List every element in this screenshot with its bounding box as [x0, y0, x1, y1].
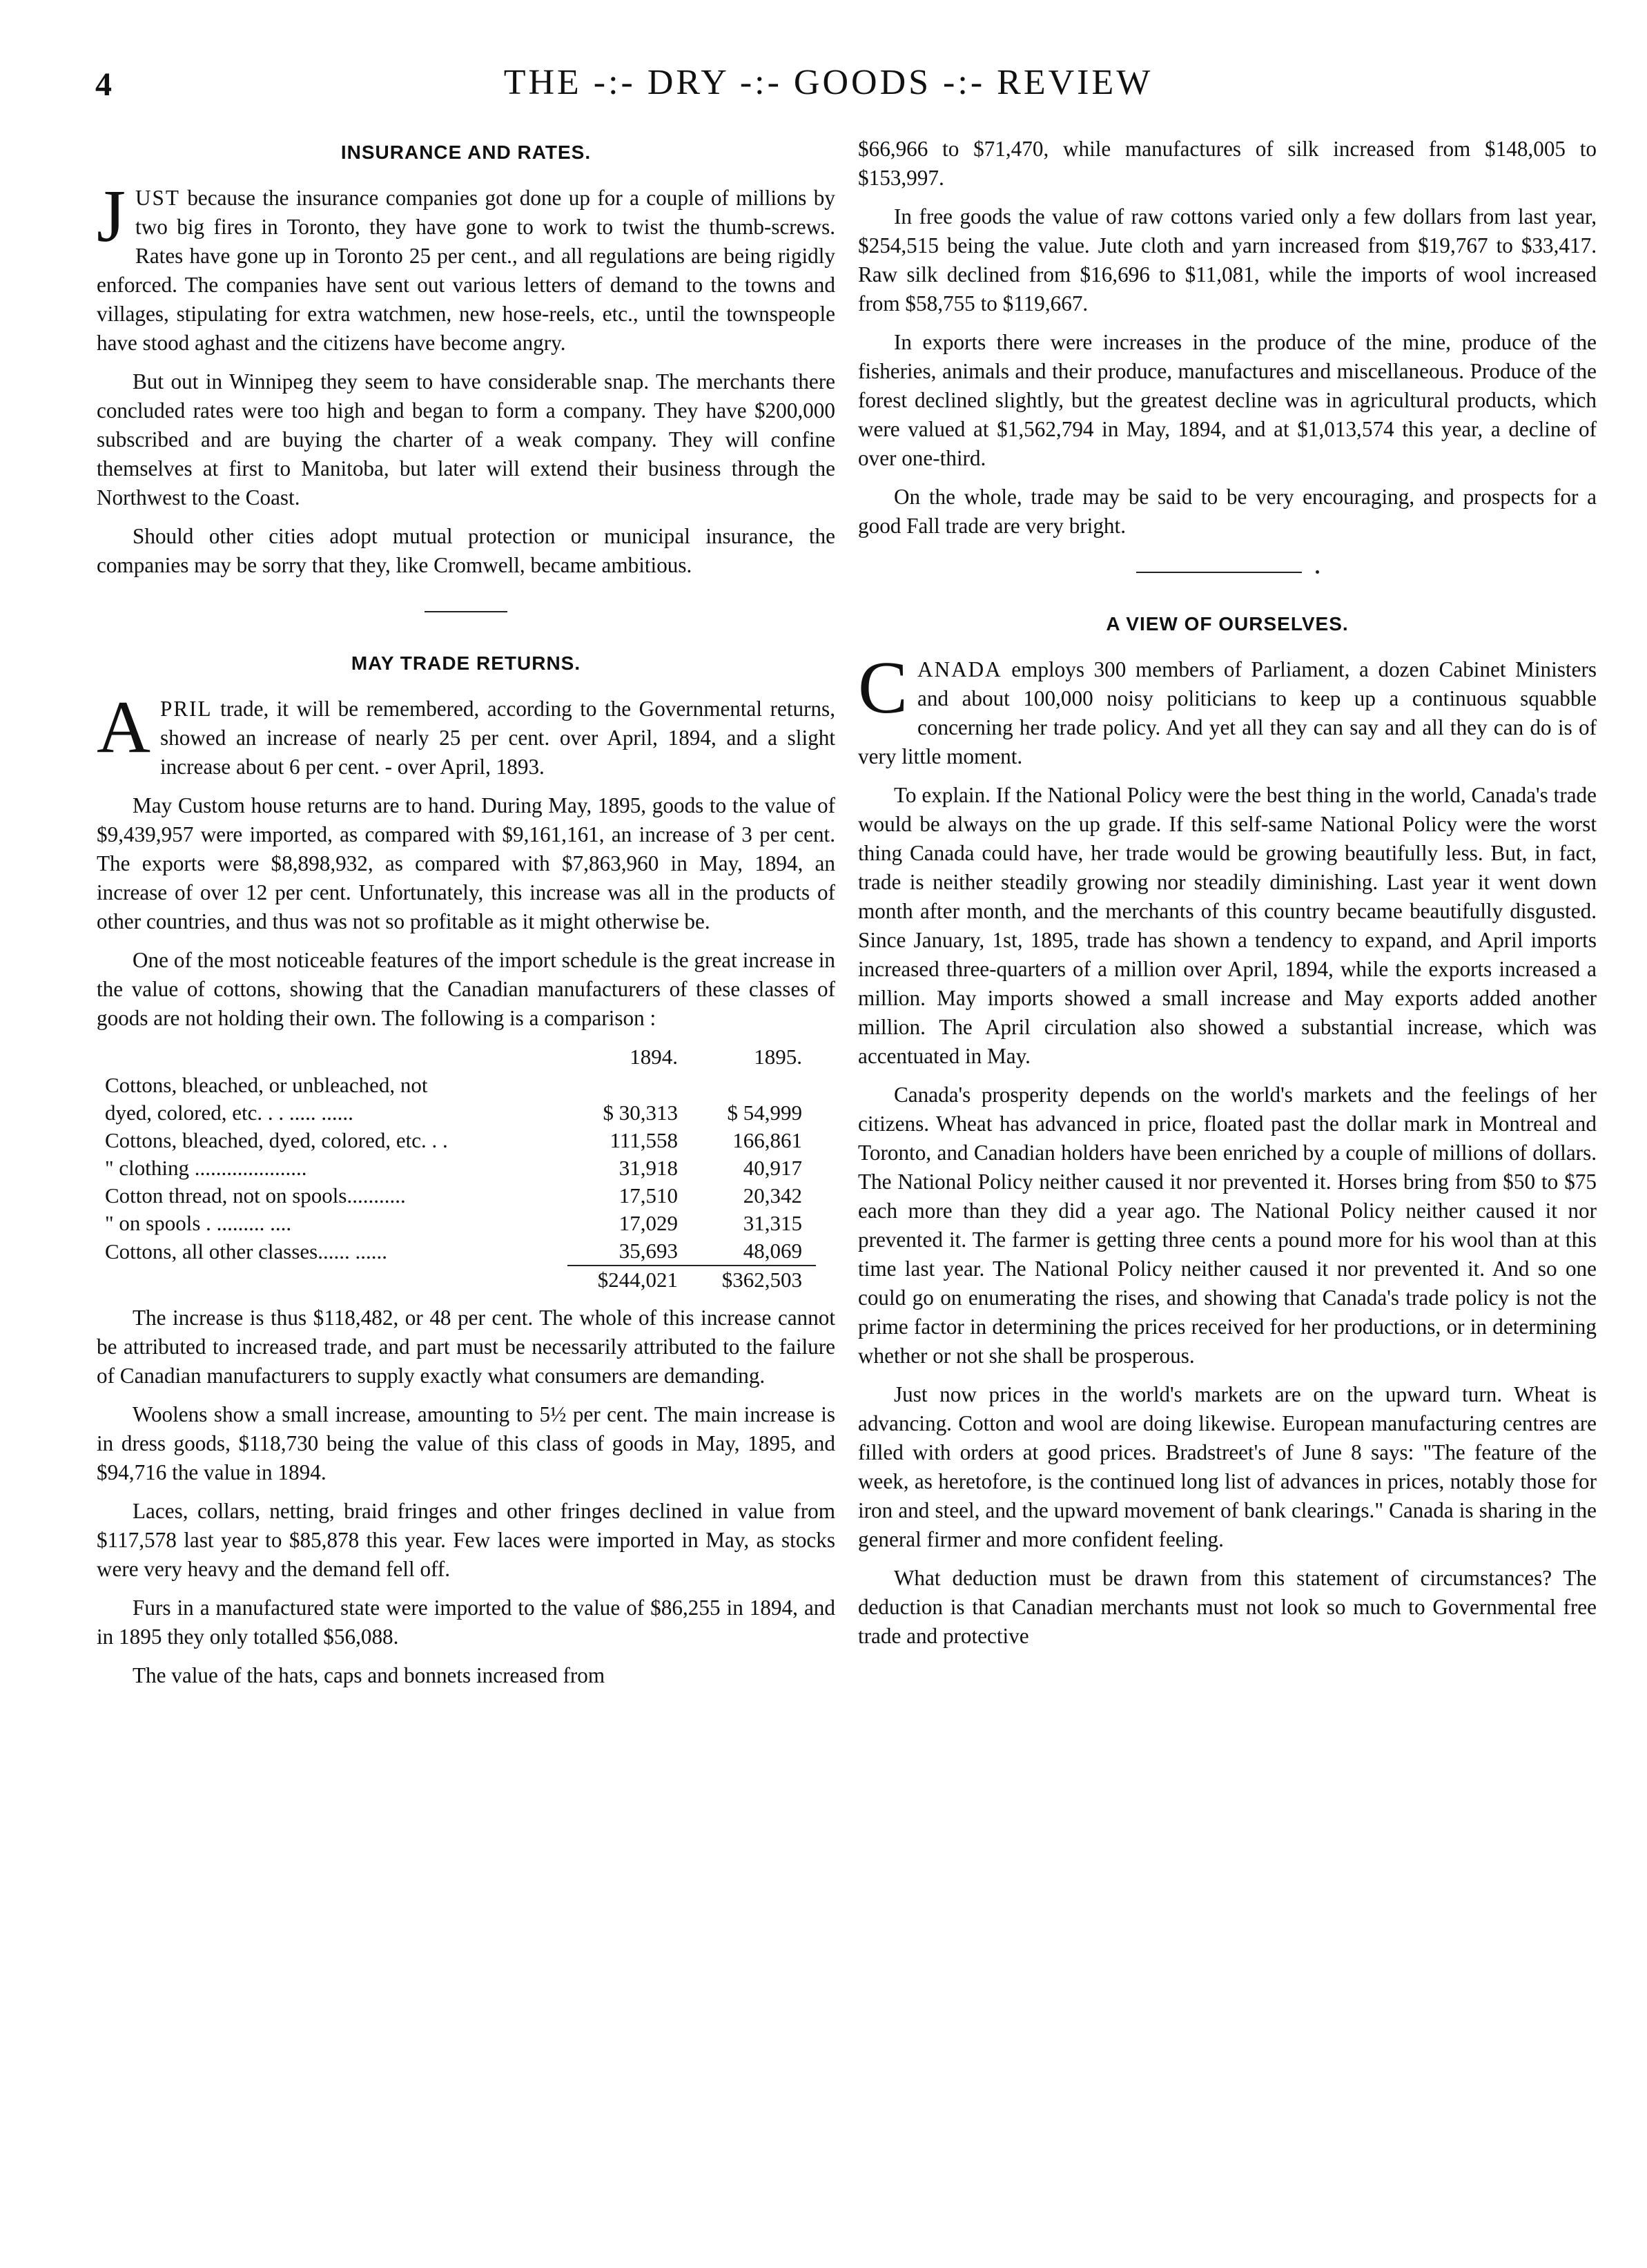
view-paragraph-5: What deduction must be drawn from this statement of circumstances? The deduction is that Canadian merchants must not look so much to Governmental free trade and protective — [858, 1566, 1597, 1648]
drop-cap: J — [97, 175, 126, 258]
insurance-paragraph-1 — [97, 175, 835, 358]
value-1894: 31,918 — [618, 1156, 678, 1180]
value-1894: $ 30,313 — [603, 1101, 678, 1125]
small-caps-lead: ANADA — [917, 657, 1002, 681]
row-label: Cottons, bleached, or unbleached, not — [105, 1073, 428, 1097]
row-label: " on spools . ......... .... — [105, 1211, 292, 1235]
cotton-comparison-table — [105, 1043, 816, 1294]
table-row — [105, 1182, 816, 1210]
value-1894: 17,510 — [618, 1183, 678, 1208]
insurance-heading: INSURANCE AND RATES. — [340, 142, 592, 163]
value-1895: $ 54,999 — [727, 1101, 802, 1125]
continued-paragraph-3: In exports there were increases in the produce of the mine, produce of the fisheries, animals and their produce, manufactures and miscellaneous. Produce of the forest declined slightly, but the greatest decline was in agricultural products, which were valued at $1,562,794 in May, 1894, and at $1,013,574 this year, a decline of over one-third. — [858, 330, 1597, 470]
may-trade-paragraph-7: Furs in a manufactured state were imported to the value of $86,255 in 1894, and in 1895 they only totalled $56,088. — [97, 1596, 835, 1649]
table-row — [105, 1072, 816, 1099]
view-paragraph-4: Just now prices in the world's markets are on the upward turn. Wheat is advancing. Cotton and wool are doing likewise. European manufacturing centres are filled with orders at good prices. Bradstreet's of June 8 says: "The feature of the week, as heretofore, is the continued long list of advances in prices, notably those for iron and steel, and the upward movement of bank clearings." Canada is sharing in the general firmer and more confident feeling. — [858, 1382, 1597, 1551]
table-row — [105, 1127, 816, 1154]
view-paragraph-1 — [858, 647, 1597, 771]
table-row — [105, 1154, 816, 1182]
total-1894: $244,021 — [597, 1268, 678, 1292]
row-label: Cotton thread, not on spools........... — [105, 1183, 406, 1208]
left-column — [97, 138, 835, 1700]
value-1894: 111,558 — [610, 1128, 678, 1152]
value-1895: 166,861 — [732, 1128, 802, 1152]
table-total-row — [105, 1266, 816, 1294]
value-1894 — [567, 1072, 692, 1099]
may-trade-paragraph-5: Woolens show a small increase, amounting to 5½ per cent. The main increase is in dress goods, $118,730 being the value of this class of goods in May, 1895, and $94,716 the value in 1894. — [97, 1402, 835, 1484]
column-header-1895: 1895. — [754, 1045, 802, 1069]
row-label: " clothing ..................... — [105, 1156, 307, 1180]
table-row — [105, 1237, 816, 1266]
view-paragraph-2: To explain. If the National Policy were the best thing in the world, Canada's trade would be always on the up grade. If this self-same National Policy were the worst thing Canada could have, her trade would be growing beautifully less. But, in fact, trade is neither steadily growing nor steadily diminishing. Last year it went down month after month, and the merchants of this country became beautifully disgusted. Since January, 1st, 1895, trade has shown a tendency to expand, and April imports increased three-quarters of a million over April, 1894, while the exports increased a million. May imports showed a small increase and May exports added another million. The April circulation also showed a substantial increase, which was accentuated in May. — [858, 783, 1597, 1068]
value-1895: 40,917 — [743, 1156, 802, 1180]
may-trade-paragraph-4: The increase is thus $118,482, or 48 per cent. The whole of this increase cannot be attributed to increased trade, and part must be necessarily attributed to the failure of Canadian manufacturers to supply exactly what consumers are demanding. — [97, 1306, 835, 1388]
table-row — [105, 1099, 816, 1127]
total-1895: $362,503 — [721, 1268, 802, 1292]
drop-cap: A — [97, 686, 150, 768]
section-divider — [97, 595, 835, 624]
continued-paragraph-1: $66,966 to $71,470, while manufactures of silk increased from $148,005 to $153,997. — [858, 137, 1597, 190]
view-paragraph-3: Canada's prosperity depends on the world's markets and the feelings of her citizens. Wheat has advanced in price, floated past the dollar mark in Montreal and Toronto, and Canadian holders have been enriched by a couple of millions of dollars. The National Policy neither caused it nor prevented it. Horses bring from $50 to $75 each more than they did a year ago. The National Policy neither caused it nor prevented it. The farmer is getting three cents a pound more for his wool than at this time last year. The National Policy neither caused it nor prevented it. And so one could go on enumerating the rises, and showing that Canada's trade policy is not the prime factor in determining the prices received for her productions, or in determining whether or not she shall be prosperous. — [858, 1083, 1597, 1368]
running-head: THE -:- DRY -:- GOODS -:- REVIEW — [503, 63, 1153, 102]
right-column — [858, 135, 1597, 1660]
paragraph-text: employs 300 members of Parliament, a dozen Cabinet Ministers and about 100,000 noisy politicians to keep up a continuous squabble concerning her trade policy. And yet all they can say and all they can do is of very little moment. — [858, 657, 1597, 768]
paragraph-text: trade, it will be remembered, according to the Governmental returns, showed an increase of nearly 25 per cent. over April, 1894, and a slight increase about 6 per cent. - over April, 1893. — [160, 697, 835, 779]
insurance-paragraph-3: Should other cities adopt mutual protection or municipal insurance, the companies may be sorry that they, like Cromwell, became ambitious. — [97, 524, 835, 577]
may-trade-paragraph-8: The value of the hats, caps and bonnets increased from — [133, 1663, 605, 1687]
value-1895: 20,342 — [743, 1183, 802, 1208]
column-header-1894: 1894. — [630, 1045, 678, 1069]
view-heading: A VIEW OF OURSELVES. — [1106, 613, 1349, 634]
may-trade-paragraph-2: May Custom house returns are to hand. During May, 1895, goods to the value of $9,439,957 were imported, as compared with $9,161,161, an increase of 3 per cent. The exports were $8,898,932, as compared with $7,863,960 in May, 1894, an increase of over 12 per cent. Unfortunately, this increase was all in the products of other countries, and thus was not so profitable as it might otherwise be. — [97, 793, 835, 933]
drop-cap: C — [858, 647, 908, 729]
value-1894: 35,693 — [567, 1237, 692, 1266]
page-number: 4 — [95, 66, 112, 103]
row-label: Cottons, all other classes...... ...... — [105, 1239, 387, 1263]
value-1895 — [692, 1072, 816, 1099]
section-divider — [858, 556, 1597, 585]
continued-paragraph-4: On the whole, trade may be said to be very encouraging, and prospects for a good Fall trade are very bright. — [858, 485, 1597, 538]
row-label: Cottons, bleached, dyed, colored, etc. . . — [105, 1128, 448, 1152]
continued-paragraph-2: In free goods the value of raw cottons varied only a few dollars from last year, $254,515 being the value. Jute cloth and yarn increased from $19,767 to $33,417. Raw silk declined from $16,696 to $11,081, while the imports of wool increased from $58,755 to $119,667. — [858, 204, 1597, 316]
may-trade-heading: MAY TRADE RETURNS. — [351, 652, 581, 674]
insurance-paragraph-2: But out in Winnipeg they seem to have considerable snap. The merchants there concluded rates were too high and began to form a company. They have $200,000 subscribed and are buying the charter of a weak company. They will confine themselves at first to Manitoba, but later will extend their business through the Northwest to the Coast. — [97, 369, 835, 510]
small-caps-lead: UST — [135, 186, 180, 210]
value-1894: 17,029 — [618, 1211, 678, 1235]
may-trade-paragraph-6: Laces, collars, netting, braid fringes and other fringes declined in value from $117,578 last year to $85,878 this year. Few laces were imported in May, as stocks were very heavy and the demand fell off. — [97, 1499, 835, 1581]
paragraph-text: because the insurance companies got done up for a couple of millions by two big fires in Toronto, they have gone to work to twist the thumb-screws. Rates have gone up in Toronto 25 per cent., and all regulations are being rigidly enforced. The companies have sent out various letters of demand to the towns and villages, stipulating for extra watchmen, new hose-reels, etc., until the townspeople have stood aghast and the citizens have become angry. — [97, 186, 835, 355]
row-label: dyed, colored, etc. . . ..... ...... — [105, 1101, 353, 1125]
small-caps-lead: PRIL — [160, 697, 213, 721]
table-row — [105, 1210, 816, 1237]
value-1895: 48,069 — [692, 1237, 816, 1266]
value-1895: 31,315 — [743, 1211, 802, 1235]
may-trade-paragraph-3: One of the most noticeable features of the import schedule is the great increase in the value of cottons, showing that the Canadian manufacturers of these classes of goods are not holding their own. The following is a comparison : — [97, 948, 835, 1030]
may-trade-paragraph-1 — [97, 686, 835, 782]
table-header-row — [105, 1043, 816, 1072]
